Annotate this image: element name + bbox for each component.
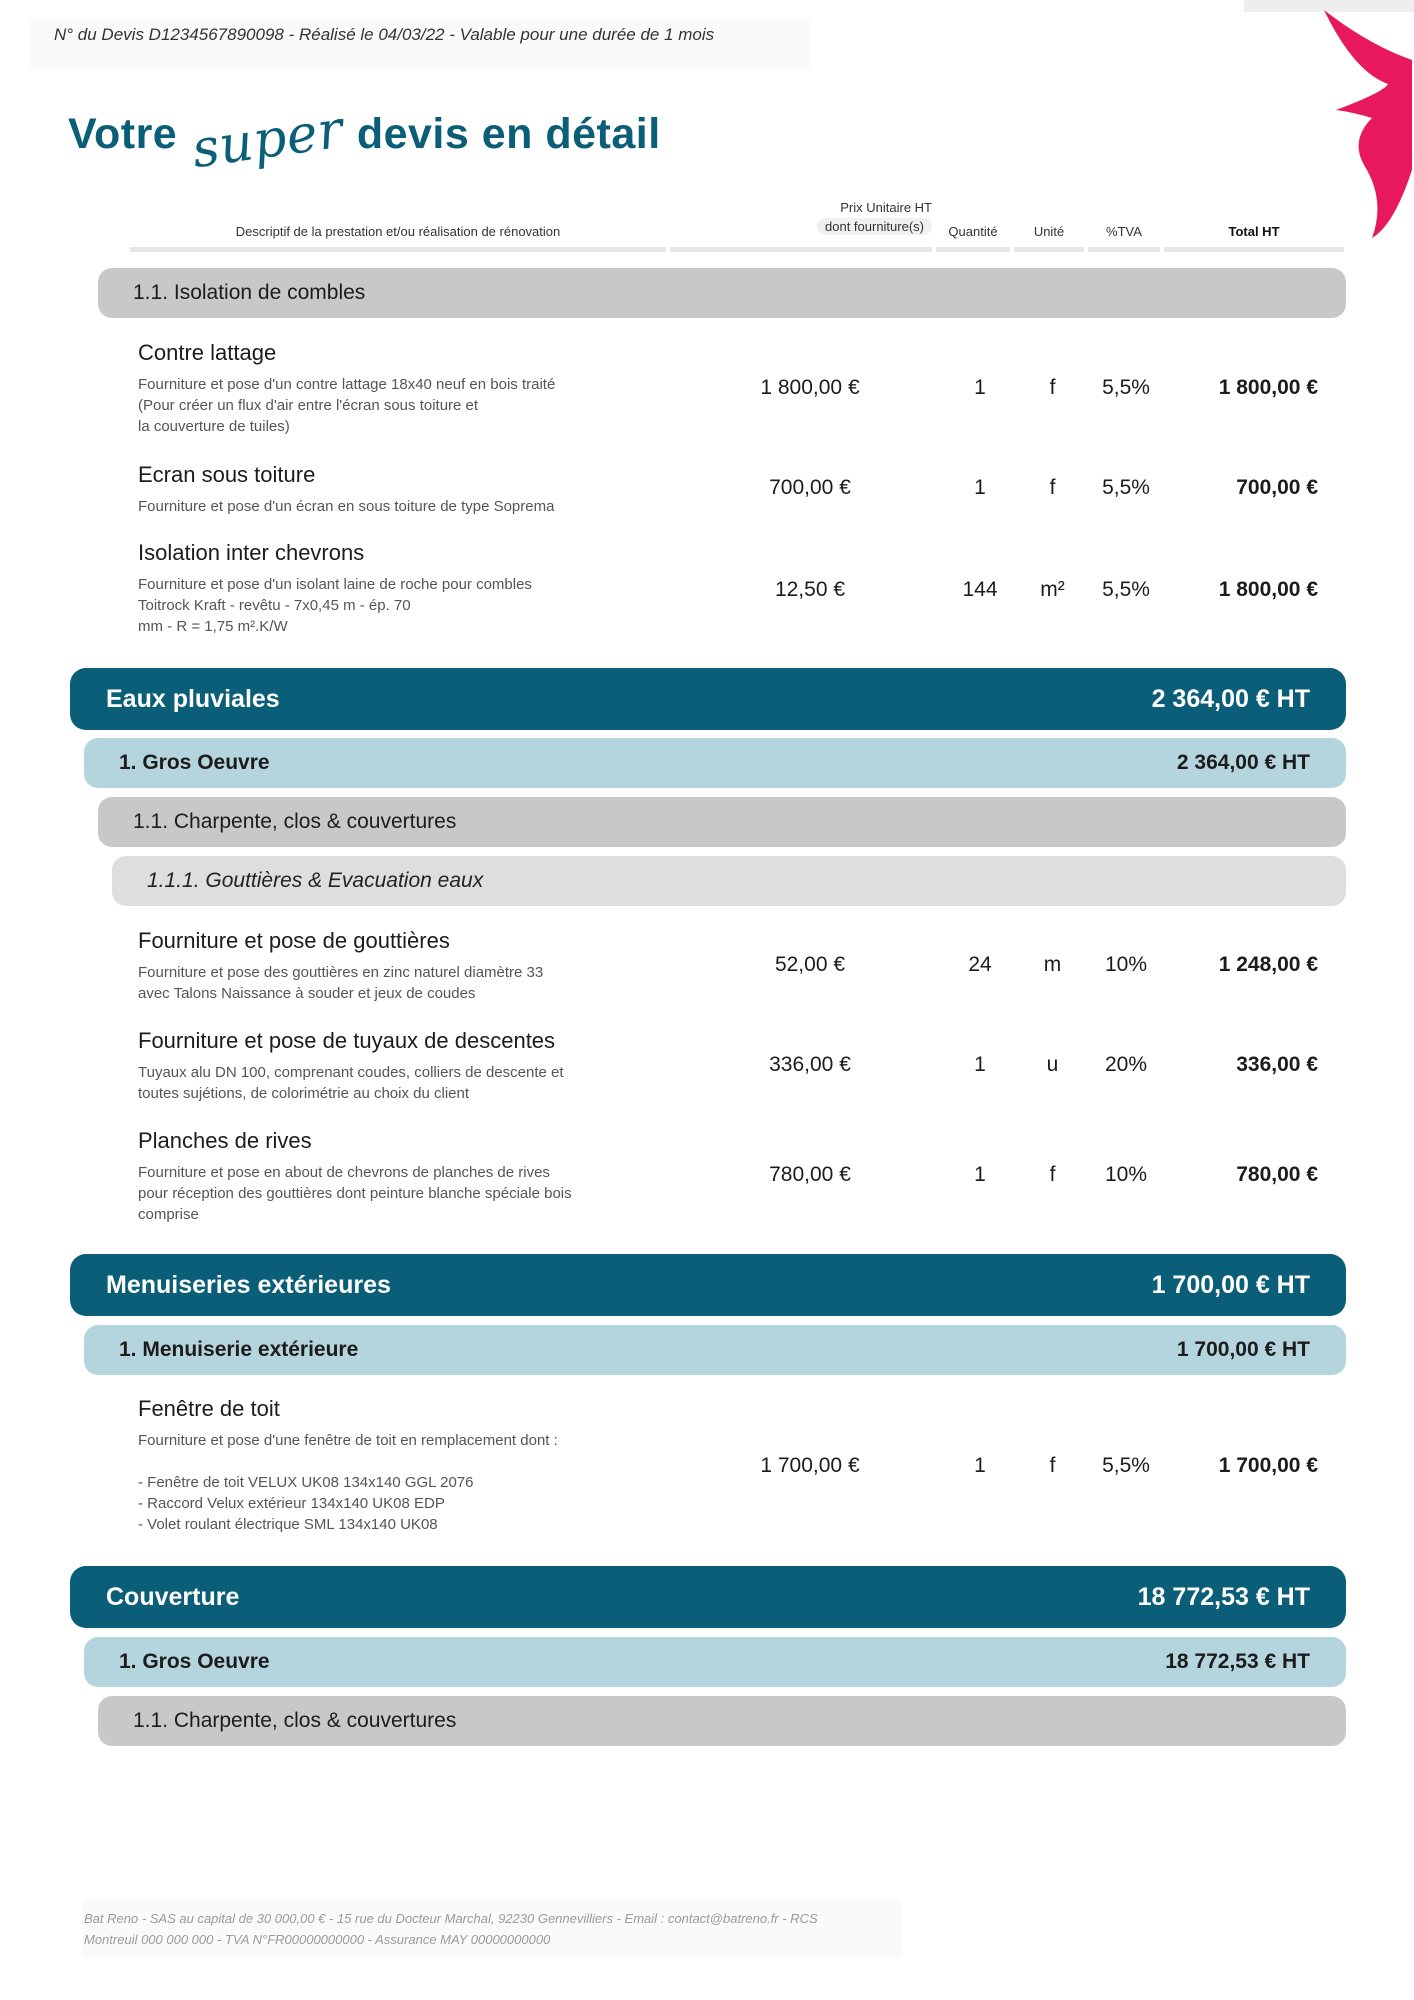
item-total: 780,00 € bbox=[1236, 1163, 1318, 1186]
item-tva: 10% bbox=[1104, 953, 1148, 976]
item-unit-price: 52,00 € bbox=[774, 953, 846, 976]
devis-info: N° du Devis D1234567890098 - Réalisé le 04/03/22 - Valable pour une durée de 1 mois bbox=[54, 25, 715, 44]
item-unit-price: 1 700,00 € bbox=[760, 1454, 860, 1477]
line-item bbox=[0, 1128, 1414, 1228]
column-total-label: Total HT bbox=[1228, 224, 1280, 239]
item-description bbox=[138, 1430, 678, 1535]
item-unit-price: 336,00 € bbox=[769, 1053, 851, 1076]
item-description bbox=[138, 496, 678, 517]
item-unit: f bbox=[1049, 1163, 1056, 1186]
section-charpente bbox=[98, 797, 1346, 847]
desc-line: mm - R = 1,75 m².K/W bbox=[138, 618, 288, 635]
section-label: 1.1. Isolation de combles bbox=[133, 281, 366, 304]
desc-line: - Raccord Velux extérieur 134x140 UK08 EDP bbox=[138, 1495, 445, 1512]
item-quantity: 1 bbox=[974, 476, 986, 499]
item-unit: f bbox=[1049, 476, 1056, 499]
category-total: 2 364,00 € HT bbox=[1151, 684, 1310, 713]
column-header-total bbox=[1164, 196, 1344, 252]
item-quantity: 1 bbox=[974, 376, 986, 399]
subcategory-label: 1. Gros Oeuvre bbox=[119, 1650, 270, 1673]
subsection-gouttieres bbox=[112, 856, 1346, 906]
desc-line: Fourniture et pose d'un contre lattage 18x40 neuf en bois traité bbox=[138, 376, 556, 393]
subcategory-menuiserie bbox=[84, 1325, 1346, 1375]
item-total: 1 700,00 € bbox=[1218, 1454, 1318, 1477]
line-item bbox=[0, 540, 1414, 640]
desc-line: - Fenêtre de toit VELUX UK08 134x140 GGL 2076 bbox=[138, 1474, 474, 1491]
item-tva: 10% bbox=[1104, 1163, 1148, 1186]
item-name: Fourniture et pose de tuyaux de descentes bbox=[138, 1028, 556, 1053]
line-item bbox=[0, 1028, 1414, 1108]
line-item bbox=[0, 462, 1414, 522]
desc-line: Fourniture et pose en about de chevrons de planches de rives bbox=[138, 1164, 550, 1181]
item-name: Fenêtre de toit bbox=[138, 1396, 280, 1421]
item-unit-price: 1 800,00 € bbox=[760, 376, 860, 399]
desc-line: la couverture de tuiles) bbox=[138, 418, 290, 435]
category-total: 1 700,00 € HT bbox=[1151, 1270, 1310, 1299]
item-quantity: 1 bbox=[974, 1454, 986, 1477]
section-label: 1.1. Charpente, clos & couvertures bbox=[133, 1709, 457, 1732]
item-unit: m² bbox=[1040, 578, 1065, 601]
column-description-label: Descriptif de la prestation et/ou réalisation de rénovation bbox=[235, 224, 561, 239]
desc-line: Fourniture et pose d'un écran en sous toiture de type Soprema bbox=[138, 498, 555, 515]
item-name: Fourniture et pose de gouttières bbox=[138, 928, 450, 953]
column-header-tva bbox=[1088, 196, 1160, 252]
desc-line: (Pour créer un flux d'air entre l'écran sous toiture et bbox=[138, 397, 479, 414]
item-unit: f bbox=[1049, 1454, 1056, 1477]
column-quantity-label: Quantité bbox=[948, 224, 998, 239]
section-isolation-combles bbox=[98, 268, 1346, 318]
column-tva-label: %TVA bbox=[1106, 224, 1142, 239]
column-unit-label: Unité bbox=[1033, 224, 1065, 239]
item-unit-price: 780,00 € bbox=[769, 1163, 851, 1186]
item-total: 700,00 € bbox=[1236, 476, 1318, 499]
column-unit-price-label: Prix Unitaire HT bbox=[840, 200, 932, 215]
item-tva: 20% bbox=[1104, 1053, 1148, 1076]
subcategory-total: 1 700,00 € HT bbox=[1176, 1338, 1310, 1361]
item-description bbox=[138, 374, 678, 437]
footer-line: Montreuil 000 000 000 - TVA N°FR00000000000 - Assurance MAY 00000000000 bbox=[84, 1932, 551, 1947]
subcategory-gros-oeuvre bbox=[84, 738, 1346, 788]
item-name: Isolation inter chevrons bbox=[138, 540, 365, 565]
subcategory-gros-oeuvre-couverture bbox=[84, 1637, 1346, 1687]
title-part-1: Votre bbox=[68, 109, 178, 158]
subcategory-label: 1. Gros Oeuvre bbox=[119, 751, 270, 774]
item-quantity: 1 bbox=[974, 1053, 986, 1076]
desc-line: pour réception des gouttières dont peinture blanche spéciale bois bbox=[138, 1185, 572, 1202]
item-description bbox=[138, 1162, 678, 1225]
category-total: 18 772,53 € HT bbox=[1137, 1582, 1310, 1611]
desc-line: Toitrock Kraft - revêtu - 7x0,45 m - ép. 70 bbox=[138, 597, 411, 614]
line-item bbox=[0, 1396, 1414, 1546]
category-label: Menuiseries extérieures bbox=[106, 1270, 391, 1299]
page-title bbox=[68, 84, 661, 184]
item-unit: f bbox=[1049, 376, 1056, 399]
category-eaux-pluviales bbox=[70, 668, 1346, 730]
column-header-quantity bbox=[936, 196, 1010, 252]
item-tva: 5,5% bbox=[1102, 578, 1150, 601]
line-item bbox=[0, 928, 1414, 1008]
item-quantity: 144 bbox=[962, 578, 998, 601]
devis-info-bar bbox=[30, 18, 810, 70]
item-description bbox=[138, 1062, 678, 1104]
item-quantity: 1 bbox=[974, 1163, 986, 1186]
desc-line: avec Talons Naissance à souder et jeux de coudes bbox=[138, 985, 476, 1002]
item-unit-price: 700,00 € bbox=[769, 476, 851, 499]
company-footer bbox=[82, 1900, 902, 1958]
title-part-2: super bbox=[188, 99, 348, 181]
subsection-label: 1.1.1. Gouttières & Evacuation eaux bbox=[147, 869, 484, 892]
desc-line: - Volet roulant électrique SML 134x140 UK08 bbox=[138, 1516, 438, 1533]
item-description bbox=[138, 962, 678, 1004]
column-header-unit bbox=[1014, 196, 1084, 252]
section-label: 1.1. Charpente, clos & couvertures bbox=[133, 810, 457, 833]
desc-line: Fourniture et pose d'un isolant laine de roche pour combles bbox=[138, 576, 532, 593]
desc-line: Fourniture et pose des gouttières en zinc naturel diamètre 33 bbox=[138, 964, 544, 981]
category-label: Eaux pluviales bbox=[106, 684, 280, 713]
item-name: Planches de rives bbox=[138, 1128, 312, 1153]
subcategory-total: 2 364,00 € HT bbox=[1176, 751, 1310, 774]
category-label: Couverture bbox=[106, 1582, 240, 1611]
column-header-unit-price bbox=[670, 196, 932, 252]
title-part-3: devis en détail bbox=[356, 109, 661, 158]
subcategory-label: 1. Menuiserie extérieure bbox=[119, 1338, 359, 1361]
item-total: 1 248,00 € bbox=[1218, 953, 1318, 976]
desc-line: comprise bbox=[138, 1206, 199, 1223]
desc-spacer bbox=[138, 1451, 678, 1472]
item-tva: 5,5% bbox=[1102, 1454, 1150, 1477]
category-menuiseries-exterieures bbox=[70, 1254, 1346, 1316]
column-header-description bbox=[130, 196, 666, 252]
item-name: Ecran sous toiture bbox=[138, 462, 316, 487]
category-couverture bbox=[70, 1566, 1346, 1628]
item-total: 336,00 € bbox=[1236, 1053, 1318, 1076]
column-unit-price-sub-label: dont fourniture(s) bbox=[817, 218, 932, 235]
item-unit: u bbox=[1046, 1053, 1059, 1076]
item-description bbox=[138, 574, 678, 637]
item-tva: 5,5% bbox=[1102, 476, 1150, 499]
item-total: 1 800,00 € bbox=[1218, 578, 1318, 601]
item-tva: 5,5% bbox=[1102, 376, 1150, 399]
desc-line: Fourniture et pose d'une fenêtre de toit en remplacement dont : bbox=[138, 1432, 558, 1449]
item-unit: m bbox=[1043, 953, 1062, 976]
desc-line: Tuyaux alu DN 100, comprenant coudes, colliers de descente et bbox=[138, 1064, 564, 1081]
desc-line: toutes sujétions, de colorimétrie au choix du client bbox=[138, 1085, 470, 1102]
item-unit-price: 12,50 € bbox=[774, 578, 846, 601]
section-charpente-couverture bbox=[98, 1696, 1346, 1746]
item-total: 1 800,00 € bbox=[1218, 376, 1318, 399]
item-name: Contre lattage bbox=[138, 340, 277, 365]
item-quantity: 24 bbox=[968, 953, 992, 976]
subcategory-total: 18 772,53 € HT bbox=[1165, 1650, 1310, 1673]
line-item bbox=[0, 340, 1414, 440]
footer-line: Bat Reno - SAS au capital de 30 000,00 € - 15 rue du Docteur Marchal, 92230 Gennevilliers - Email : contact@batreno.fr - RCS bbox=[84, 1911, 818, 1926]
